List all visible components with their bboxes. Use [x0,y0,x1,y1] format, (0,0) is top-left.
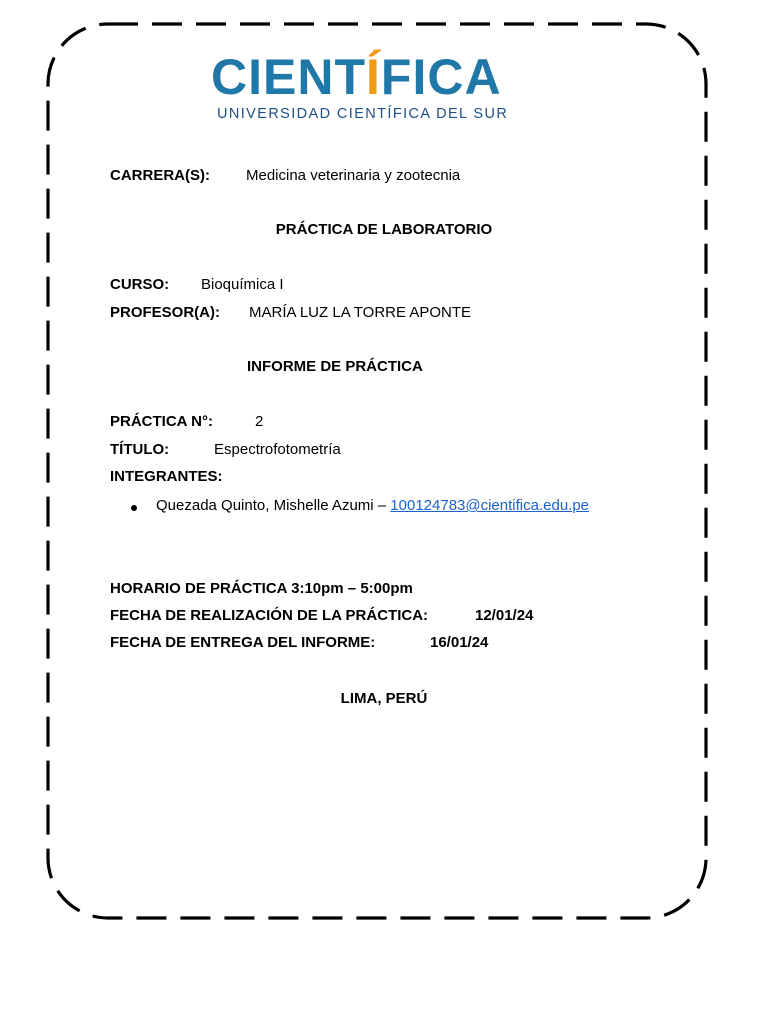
member-email-link[interactable]: 100124783@cientifica.edu.pe [390,497,590,514]
practica-num-label: PRÁCTICA N°: [110,413,213,430]
practica-heading: PRÁCTICA DE LABORATORIO [275,221,493,238]
horario-line: HORARIO DE PRÁCTICA 3:10pm – 5:00pm [110,580,413,597]
carrera-label: CARRERA(S): [110,167,210,184]
member-name: Quezada Quinto, Mishelle Azumi – [156,497,391,514]
carrera-value: Medicina veterinaria y zootecnia [246,167,461,184]
logo-subtitle: UNIVERSIDAD CIENTÍFICA DEL SUR [217,106,509,122]
practica-num-value: 2 [255,413,264,430]
curso-label: CURSO: [110,276,170,293]
titulo-label: TÍTULO: [110,441,170,458]
fecha-entrega-label: FECHA DE ENTREGA DEL INFORME: [110,634,376,651]
list-item [156,497,589,515]
fecha-realizacion-value: 12/01/24 [475,607,534,624]
location-line: LIMA, PERÚ [340,690,428,707]
integrantes-label: INTEGRANTES: [110,468,223,485]
profesor-value: MARÍA LUZ LA TORRE APONTE [249,304,472,321]
logo-wordmark: CIENTÍFICA [211,49,502,105]
curso-value: Bioquímica I [201,276,284,293]
bullet-icon [131,505,137,511]
informe-heading: INFORME DE PRÁCTICA [247,358,423,375]
titulo-value: Espectrofotometría [214,441,341,458]
fecha-realizacion-label: FECHA DE REALIZACIÓN DE LA PRÁCTICA: [110,607,429,624]
profesor-label: PROFESOR(A): [110,304,220,321]
fecha-entrega-value: 16/01/24 [430,634,489,651]
